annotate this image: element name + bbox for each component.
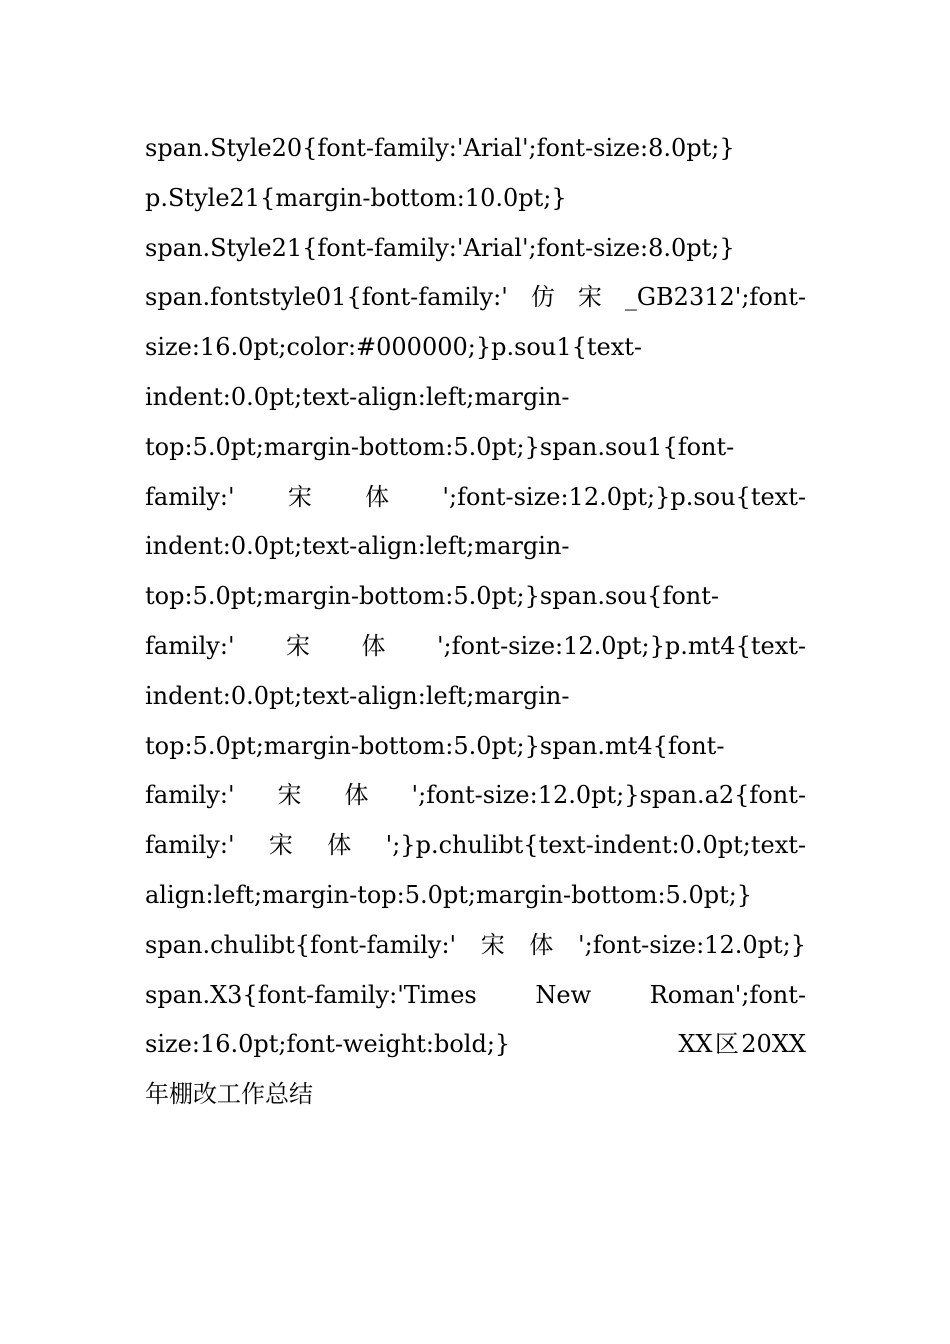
text-line: size:16.0pt;font-weight:bold;} XX 区 20XX <box>145 1030 806 1059</box>
text-line: p.Style21{margin-bottom:10.0pt;} <box>145 183 567 212</box>
document-title-line: 年棚改工作总结 <box>145 1080 313 1109</box>
text-line: size:16.0pt;color:#000000;}p.sou1{text- <box>145 333 643 362</box>
text-line: family:' 宋 体 ';font-size:12.0pt;}p.sou{text- <box>145 482 806 511</box>
text-line: indent:0.0pt;text-align:left;margin- <box>145 681 570 710</box>
text-line: span.X3{font-family:'Times New Roman';font- <box>145 980 806 1009</box>
text-line: span.Style21{font-family:'Arial';font-size:8.0pt;} <box>145 233 735 262</box>
text-line: span.Style20{font-family:'Arial';font-size:8.0pt;} <box>145 134 735 162</box>
text-line: top:5.0pt;margin-bottom:5.0pt;}span.sou1{font- <box>145 432 735 461</box>
text-line: indent:0.0pt;text-align:left;margin- <box>145 382 570 411</box>
text-line: span.fontstyle01{font-family:' 仿 宋 _GB2312';font- <box>145 283 806 312</box>
text-line: top:5.0pt;margin-bottom:5.0pt;}span.mt4{font- <box>145 731 725 760</box>
text-line: family:' 宋 体 ';}p.chulibt{text-indent:0.0pt;text- <box>145 831 806 860</box>
text-line: span.chulibt{font-family:' 宋 体 ';font-size:12.0pt;} <box>145 930 806 959</box>
text-line: top:5.0pt;margin-bottom:5.0pt;}span.sou{font- <box>145 582 719 611</box>
text-line: align:left;margin-top:5.0pt;margin-bottom:5.0pt;} <box>145 880 753 909</box>
text-line: family:' 宋 体 ';font-size:12.0pt;}p.mt4{text- <box>145 631 806 660</box>
document-body <box>145 124 806 1120</box>
text-line: indent:0.0pt;text-align:left;margin- <box>145 532 570 561</box>
text-line: family:' 宋 体 ';font-size:12.0pt;}span.a2{font- <box>145 781 806 810</box>
